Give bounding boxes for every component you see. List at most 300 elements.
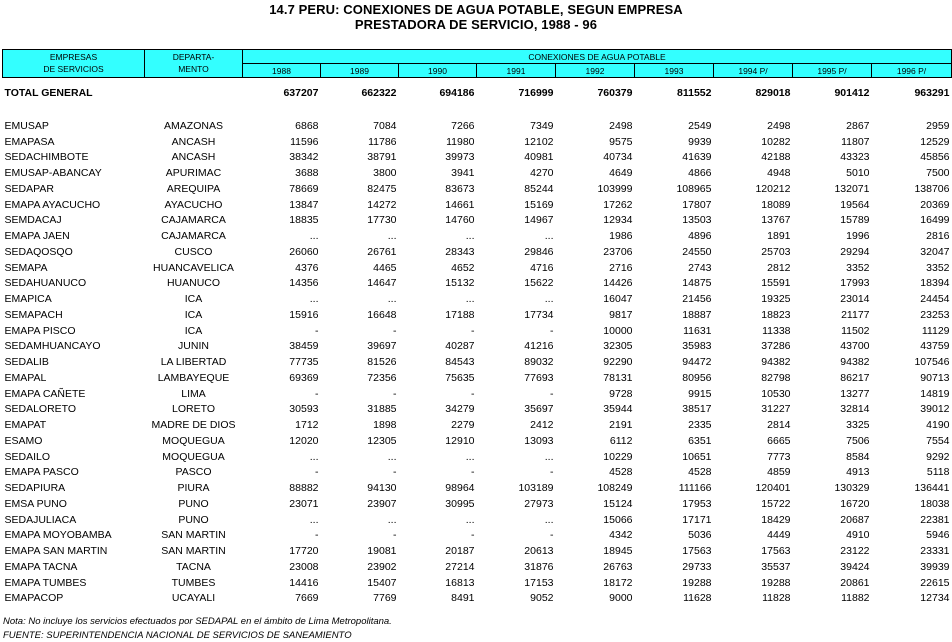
value-cell: 75635 [445,371,475,384]
value-cell: 2412 [530,419,554,432]
value-cell: 21177 [841,308,870,321]
value-cell: 1986 [609,230,633,243]
value-cell: 98964 [445,482,475,495]
value-cell: 103189 [518,482,554,495]
departamento-cell: CAJAMARCA [161,230,226,243]
value-cell: ... [387,293,397,306]
value-cell: 4528 [688,466,712,479]
value-cell: 15622 [524,277,554,290]
value-cell: 18835 [289,214,319,227]
value-cell: 23122 [840,545,870,558]
value-cell: 9817 [609,308,633,321]
value-cell: 2716 [609,261,633,274]
table-row [3,291,952,307]
value-cell: 27973 [524,497,554,510]
departamento-cell: LORETO [172,403,215,416]
value-cell: 25703 [761,245,791,258]
value-cell: 16499 [920,214,950,227]
value-cell: 41639 [682,151,712,164]
departamento-cell: AMAZONAS [164,119,223,132]
departamento-cell: SAN MARTIN [161,545,226,558]
value-cell: 3325 [846,419,870,432]
total-label: TOTAL GENERAL [4,87,93,99]
value-cell: 37286 [761,340,791,353]
value-cell: 20861 [840,576,870,589]
value-cell: 20369 [920,198,950,211]
value-cell: 94382 [761,356,791,369]
header-year: 1996 P/ [872,64,952,78]
value-cell: 3688 [295,167,319,180]
value-cell: 10229 [603,450,633,463]
value-cell: 11628 [683,592,712,605]
value-cell: 11882 [841,592,870,605]
header-year: 1989 [321,64,399,78]
value-cell: 94472 [682,356,712,369]
departamento-cell: ANCASH [171,151,216,164]
footnote-fuente: FUENTE: SUPERINTENDENCIA NACIONAL DE SERVICIOS DE SANEAMIENTO [3,630,352,641]
value-cell: 40981 [524,151,554,164]
value-cell: 10651 [682,450,712,463]
value-cell: 4948 [767,167,791,180]
value-cell: ... [465,293,475,306]
value-cell: 38459 [289,340,319,353]
departamento-cell: LAMBAYEQUE [157,371,230,384]
value-cell: 6868 [295,119,319,132]
departamento-cell: TUMBES [171,576,216,589]
value-cell: 17730 [367,214,397,227]
value-cell: 11828 [762,592,791,605]
empresa-cell: EMAPA AYACUCHO [4,198,101,211]
value-cell: 23253 [920,308,950,321]
value-cell: 88882 [289,482,319,495]
value-cell: 72356 [367,371,397,384]
empresa-cell: EMAPACOP [4,592,64,605]
value-cell: 17720 [289,545,319,558]
value-cell: 4342 [609,529,633,542]
value-cell: 9939 [688,135,712,148]
header-empresas-2: DE SERVICIOS [3,64,145,78]
empresa-cell: SEDAQOSQO [4,245,73,258]
value-cell: 3352 [846,261,870,274]
value-cell: 132071 [834,182,870,195]
value-cell: 24550 [682,245,712,258]
value-cell: 120401 [755,482,791,495]
value-cell: 23907 [367,497,397,510]
value-cell: 35537 [761,560,791,573]
value-cell: 17262 [603,198,633,211]
value-cell: 22615 [920,576,950,589]
value-cell: 12305 [367,434,397,447]
value-cell: 1898 [373,419,397,432]
value-cell: 5036 [688,529,712,542]
value-cell: 11980 [446,135,475,148]
total-value: 637207 [283,87,319,99]
value-cell: 82475 [367,182,397,195]
value-cell: 136441 [914,482,950,495]
departamento-cell: CAJAMARCA [161,214,226,227]
value-cell: 29733 [682,560,712,573]
value-cell: 23706 [603,245,633,258]
value-cell: 15789 [840,214,870,227]
value-cell: 4716 [530,261,554,274]
value-cell: 35944 [603,403,633,416]
empresa-cell: SEDAMHUANCAYO [4,340,101,353]
empresa-cell: SEDAPIURA [4,482,66,495]
value-cell: 1996 [846,230,870,243]
value-cell: 32047 [920,245,950,258]
value-cell: 11502 [841,324,870,337]
header-year: 1991 [477,64,556,78]
value-cell: 17953 [682,497,712,510]
footnote-nota: Nota: No incluye los servicios efectuados por SEDAPAL en el ámbito de Lima Metropolitana. [3,616,392,627]
value-cell: ... [309,293,319,306]
total-dept [145,78,243,109]
table-row [3,417,952,433]
value-cell: 32305 [603,340,633,353]
departamento-cell: LIMA [181,387,206,400]
table-row [3,323,952,339]
header-departamento-1: DEPARTA- [145,50,243,64]
value-cell: 18038 [920,497,950,510]
value-cell: - [315,466,319,479]
value-cell: 5010 [846,167,870,180]
value-cell: 40287 [445,340,475,353]
value-cell: 3800 [373,167,397,180]
table-row [3,213,952,229]
value-cell: 4190 [926,419,950,432]
value-cell: 17734 [524,308,554,321]
departamento-cell: HUANCAVELICA [153,261,234,274]
header-year: 1988 [243,64,321,78]
empresa-cell: EMSA PUNO [4,497,67,510]
value-cell: 6351 [688,434,712,447]
empresa-cell: EMAPICA [4,293,52,306]
value-cell: 13277 [840,387,870,400]
empresa-cell: EMAPA TACNA [4,560,78,573]
value-cell: ... [309,230,319,243]
value-cell: 45856 [920,151,950,164]
value-cell: 30593 [289,403,319,416]
spacer-row [3,108,952,118]
value-cell: 92290 [603,356,633,369]
value-cell: 2812 [767,261,791,274]
value-cell: 20613 [524,545,554,558]
table-row [3,260,952,276]
value-cell: ... [465,513,475,526]
table-header [3,50,952,78]
total-value: 963291 [914,87,950,99]
value-cell: 39424 [840,560,870,573]
total-value: 829018 [755,87,791,99]
table-title-line1: 14.7 PERU: CONEXIONES DE AGUA POTABLE, SEGUN EMPRESA [269,2,683,17]
value-cell: 8491 [451,592,475,605]
value-cell: 17153 [524,576,554,589]
empresa-cell: SEDAJULIACA [4,513,77,526]
value-cell: 111166 [678,482,712,495]
value-cell: 2191 [609,419,633,432]
value-cell: 4649 [609,167,633,180]
value-cell: 2867 [846,119,870,132]
empresa-cell: EMAPAL [4,371,47,384]
value-cell: 19325 [761,293,791,306]
value-cell: 43700 [840,340,870,353]
table-row [3,465,952,481]
value-cell: - [393,387,397,400]
value-cell: 16720 [840,497,870,510]
value-cell: 18089 [761,198,791,211]
value-cell: - [550,529,554,542]
empresa-cell: SEMAPACH [4,308,63,321]
header-year: 1993 [635,64,714,78]
empresa-cell: EMUSAP [4,119,49,132]
value-cell: 15132 [445,277,475,290]
value-cell: 26060 [289,245,319,258]
water-connections-table [2,49,952,606]
value-cell: 9728 [609,387,633,400]
value-cell: 4376 [295,261,319,274]
value-cell: 18429 [761,513,791,526]
departamento-cell: PASCO [175,466,212,479]
value-cell: - [550,466,554,479]
value-cell: - [471,466,475,479]
header-year: 1990 [399,64,477,78]
value-cell: 42188 [761,151,791,164]
value-cell: 23331 [920,545,950,558]
value-cell: 10000 [603,324,633,337]
departamento-cell: LA LIBERTAD [160,356,227,369]
value-cell: 19288 [761,576,791,589]
value-cell: 35697 [524,403,554,416]
value-cell: 14356 [289,277,319,290]
value-cell: 14661 [445,198,475,211]
table-row [3,575,952,591]
value-cell: 108249 [597,482,633,495]
value-cell: 4652 [451,261,475,274]
departamento-cell: APURIMAC [165,167,222,180]
table-row [3,244,952,260]
value-cell: - [315,529,319,542]
value-cell: 2498 [767,119,791,132]
value-cell: 22381 [920,513,950,526]
value-cell: 38791 [367,151,397,164]
table-row [3,449,952,465]
value-cell: 31227 [761,403,791,416]
value-cell: 11807 [841,135,870,148]
value-cell: 26761 [367,245,397,258]
value-cell: 89032 [524,356,554,369]
value-cell: ... [309,513,319,526]
value-cell: 23071 [289,497,319,510]
value-cell: 29846 [524,245,554,258]
value-cell: 38517 [682,403,712,416]
value-cell: 39973 [445,151,475,164]
table-row [3,528,952,544]
value-cell: 15124 [603,497,633,510]
value-cell: 11596 [290,135,319,148]
empresa-cell: SEDAILO [4,450,51,463]
value-cell: 16648 [367,308,397,321]
value-cell: 4896 [688,230,712,243]
table-row [3,559,952,575]
total-value: 811552 [677,87,712,99]
table-row [3,118,952,134]
value-cell: ... [387,450,397,463]
value-cell: 21456 [682,293,712,306]
value-cell: ... [544,513,554,526]
value-cell: 7773 [767,450,791,463]
value-cell: 13093 [524,434,554,447]
value-cell: ... [465,230,475,243]
value-cell: 82798 [761,371,791,384]
value-cell: 9915 [688,387,712,400]
value-cell: 15916 [289,308,319,321]
total-value: 901412 [834,87,870,99]
value-cell: 78131 [603,371,633,384]
value-cell: 120212 [755,182,791,195]
departamento-cell: PIURA [177,482,210,495]
departamento-cell: HUANUCO [166,277,221,290]
value-cell: 138706 [914,182,950,195]
value-cell: 11631 [683,324,712,337]
value-cell: 77735 [289,356,319,369]
value-cell: 4528 [609,466,633,479]
value-cell: 16813 [445,576,475,589]
value-cell: 2279 [451,419,475,432]
value-cell: 34279 [445,403,475,416]
value-cell: 5946 [926,529,950,542]
value-cell: 83673 [445,182,475,195]
value-cell: 8584 [846,450,870,463]
header-year: 1994 P/ [714,64,793,78]
table-row [3,339,952,355]
value-cell: ... [465,450,475,463]
value-cell: 7506 [846,434,870,447]
value-cell: 19081 [367,545,397,558]
table-row [3,591,952,607]
table-row [3,354,952,370]
departamento-cell: AYACUCHO [164,198,223,211]
value-cell: 39697 [367,340,397,353]
value-cell: 17188 [445,308,475,321]
value-cell: 18172 [603,576,633,589]
value-cell: 14819 [920,387,950,400]
value-cell: 10530 [761,387,791,400]
value-cell: 3352 [926,261,950,274]
empresa-cell: EMAPAT [4,419,47,432]
empresa-cell: EMAPA TUMBES [4,576,87,589]
value-cell: 18394 [920,277,950,290]
value-cell: 2816 [926,230,950,243]
departamento-cell: UCAYALI [171,592,216,605]
value-cell: ... [387,230,397,243]
value-cell: - [393,324,397,337]
departamento-cell: AREQUIPA [166,182,221,195]
table-row [3,386,952,402]
value-cell: 2549 [688,119,712,132]
value-cell: 9000 [609,592,633,605]
value-cell: 86217 [840,371,870,384]
value-cell: 12529 [920,135,950,148]
value-cell: 39939 [920,560,950,573]
departamento-cell: ICA [184,324,203,337]
value-cell: 31885 [367,403,397,416]
value-cell: 13847 [289,198,319,211]
value-cell: 12910 [445,434,475,447]
value-cell: 1891 [767,230,791,243]
value-cell: 15591 [761,277,791,290]
total-row [3,78,952,109]
value-cell: - [471,387,475,400]
table-title-line2: PRESTADORA DE SERVICIO, 1988 - 96 [354,17,598,32]
value-cell: 39012 [920,403,950,416]
value-cell: 20687 [840,513,870,526]
header-group: CONEXIONES DE AGUA POTABLE [243,50,952,64]
table-row [3,543,952,559]
departamento-cell: ANCASH [171,135,216,148]
value-cell: 15407 [367,576,397,589]
value-cell: 15722 [761,497,791,510]
empresa-cell: EMAPA CAÑETE [4,387,86,400]
value-cell: 14647 [367,277,397,290]
table-row [3,228,952,244]
value-cell: 11786 [368,135,397,148]
value-cell: 18823 [761,308,791,321]
value-cell: 43759 [920,340,950,353]
value-cell: 14760 [445,214,475,227]
value-cell: 4465 [373,261,397,274]
table-row [3,512,952,528]
value-cell: 3941 [451,167,475,180]
value-cell: 4859 [767,466,791,479]
total-value: 716999 [518,87,554,99]
value-cell: 94130 [367,482,397,495]
empresa-cell: ESAMO [4,434,43,447]
value-cell: 17807 [682,198,712,211]
empresa-cell: SEDACHIMBOTE [4,151,89,164]
value-cell: ... [387,513,397,526]
value-cell: 2814 [767,419,791,432]
value-cell: 15066 [603,513,633,526]
value-cell: 69369 [289,371,319,384]
value-cell: 23014 [840,293,870,306]
table-row [3,402,952,418]
total-value: 760379 [597,87,633,99]
value-cell: 29294 [840,245,870,258]
value-cell: 1712 [295,419,319,432]
value-cell: 11338 [762,324,791,337]
departamento-cell: CUSCO [174,245,213,258]
value-cell: 78669 [289,182,319,195]
table-row [3,134,952,150]
value-cell: 4449 [767,529,791,542]
value-cell: 12102 [524,135,554,148]
value-cell: 9575 [609,135,633,148]
empresa-cell: SEMDACAJ [4,214,62,227]
value-cell: - [315,387,319,400]
value-cell: 30995 [445,497,475,510]
value-cell: 17171 [682,513,712,526]
value-cell: 6112 [609,434,633,447]
departamento-cell: ICA [184,293,203,306]
value-cell: 14875 [682,277,712,290]
value-cell: 94382 [840,356,870,369]
value-cell: 12934 [603,214,633,227]
value-cell: 7266 [451,119,475,132]
table-row [3,433,952,449]
value-cell: 16047 [603,293,633,306]
departamento-cell: TACNA [176,560,211,573]
value-cell: - [550,387,554,400]
